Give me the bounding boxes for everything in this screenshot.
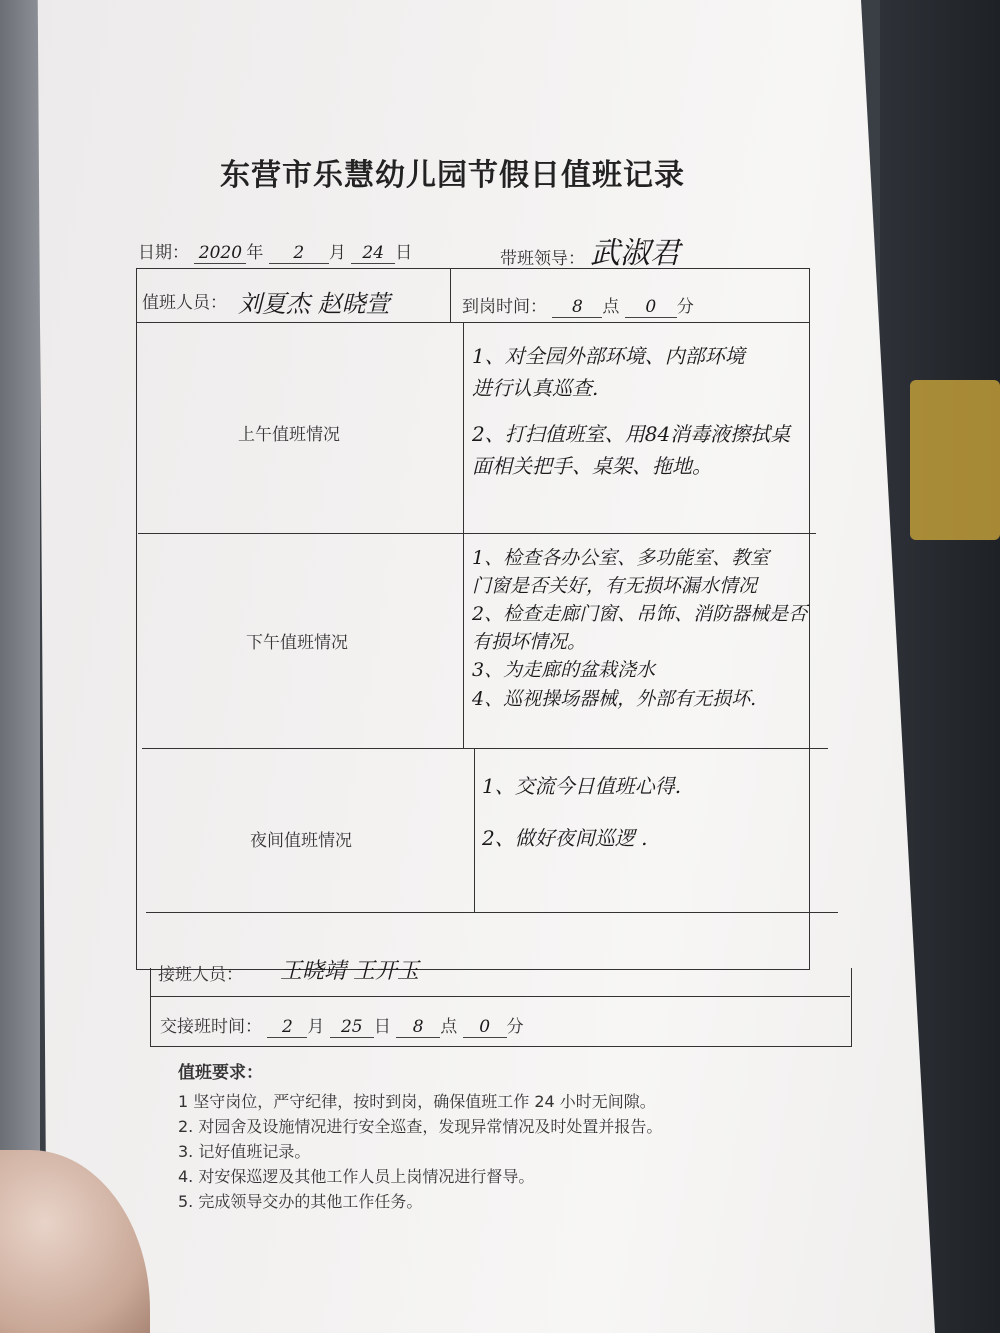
morning-label: 上午值班情况 xyxy=(238,425,340,445)
afternoon-line: 门窗是否关好，有无损坏漏水情况 xyxy=(472,575,758,598)
divider xyxy=(474,748,475,912)
night-label: 夜间值班情况 xyxy=(250,831,352,851)
handover-label: 接班人员： xyxy=(158,965,243,985)
leader-label: 带班领导： xyxy=(500,249,585,269)
divider xyxy=(450,268,451,322)
arrival-hour: 8 xyxy=(552,297,602,318)
leader-row xyxy=(500,244,585,269)
handover-names: 王晓靖 王开玉 xyxy=(280,959,419,984)
date-label: 日期： xyxy=(138,243,189,263)
morning-line: 2、打扫值班室、用84消毒液擦拭桌 xyxy=(472,422,791,446)
requirement-item: 4. 对安保巡逻及其他工作人员上岗情况进行督导。 xyxy=(178,1166,535,1186)
handover-month-unit: 月 xyxy=(307,1017,325,1037)
requirement-item: 1 坚守岗位，严守纪律，按时到岗，确保值班工作 24 小时无间隙。 xyxy=(178,1092,656,1112)
background-object xyxy=(910,380,1000,540)
requirement-item: 5. 完成领导交办的其他工作任务。 xyxy=(178,1191,423,1211)
morning-line: 1、对全园外部环境、内部环境 xyxy=(472,344,745,368)
divider xyxy=(138,533,816,534)
date-month-unit: 月 xyxy=(328,243,346,263)
arrival-minute: 0 xyxy=(625,297,677,318)
background-left xyxy=(0,0,40,1333)
divider xyxy=(463,322,464,748)
arrival-label: 到岗时间： xyxy=(462,297,547,317)
handover-day: 25 xyxy=(330,1017,374,1038)
divider xyxy=(142,748,828,749)
requirements-title: 值班要求： xyxy=(178,1063,263,1083)
morning-notes xyxy=(472,340,790,482)
handover-month: 2 xyxy=(267,1017,307,1038)
afternoon-notes xyxy=(472,544,807,713)
afternoon-line: 2、检查走廊门窗、吊饰、消防器械是否 xyxy=(472,603,808,626)
divider xyxy=(150,996,850,997)
arrival-row xyxy=(462,292,694,318)
handover-minute-unit: 分 xyxy=(506,1017,524,1037)
arrival-minute-unit: 分 xyxy=(676,297,694,317)
leader-signature: 武淑君 xyxy=(590,236,680,271)
divider xyxy=(146,912,838,913)
morning-line: 面相关把手、桌架、拖地。 xyxy=(472,454,712,478)
staff-label: 值班人员： xyxy=(142,293,227,313)
handover-time-row xyxy=(160,1012,524,1038)
night-line: 2、做好夜间巡逻 . xyxy=(482,826,648,850)
requirements-section xyxy=(178,1060,662,1214)
date-month: 2 xyxy=(269,243,329,264)
requirement-item: 3. 记好值班记录。 xyxy=(178,1141,311,1161)
afternoon-line: 1、检查各办公室、多功能室、教室 xyxy=(472,547,770,569)
afternoon-label: 下午值班情况 xyxy=(246,633,348,653)
staff-names: 刘夏杰 赵晓萱 xyxy=(238,290,390,318)
date-row xyxy=(138,238,412,264)
divider xyxy=(136,322,810,323)
handover-time-label: 交接班时间： xyxy=(160,1017,262,1037)
morning-line: 进行认真巡查. xyxy=(472,376,599,400)
afternoon-line: 有损坏情况。 xyxy=(472,631,587,654)
handover-minute: 0 xyxy=(463,1017,507,1038)
arrival-hour-unit: 点 xyxy=(602,297,620,317)
date-year: 2020 xyxy=(194,243,246,264)
afternoon-line: 4、巡视操场器械，外部有无损坏. xyxy=(472,687,757,710)
date-day-unit: 日 xyxy=(395,243,413,263)
handover-day-unit: 日 xyxy=(373,1017,391,1037)
date-year-unit: 年 xyxy=(246,243,264,263)
requirement-item: 2. 对园舍及设施情况进行安全巡查，发现异常情况及时处置并报告。 xyxy=(178,1117,663,1137)
handover-hour: 8 xyxy=(396,1017,440,1038)
night-notes xyxy=(482,760,681,864)
document-title: 东营市乐慧幼儿园节假日值班记录 xyxy=(220,158,685,193)
date-day: 24 xyxy=(351,243,395,264)
night-line: 1、交流今日值班心得. xyxy=(482,774,682,798)
handover-hour-unit: 点 xyxy=(440,1017,458,1037)
afternoon-line: 3、为走廊的盆栽浇水 xyxy=(472,659,656,682)
